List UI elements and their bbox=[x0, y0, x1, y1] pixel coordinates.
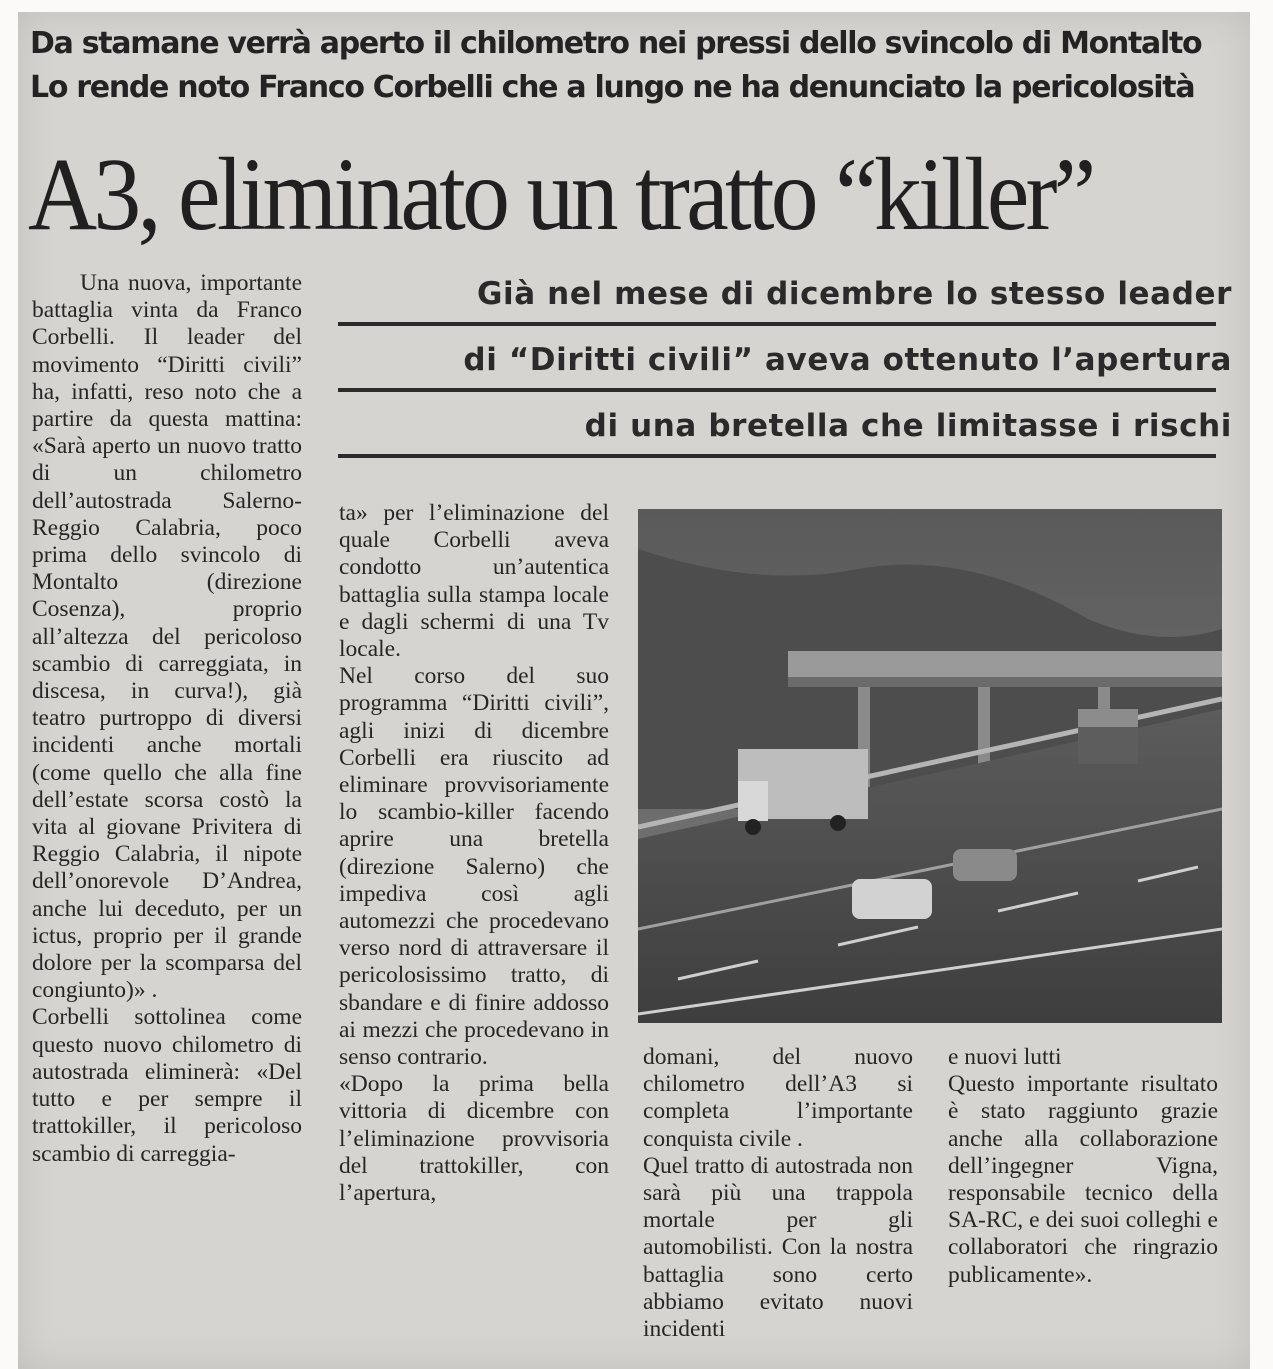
column-2-paragraph-1: ta» per l’eliminazione del quale Corbelli aveva condotto un’autentica battaglia sulla stampa locale e dagli schermi di una Tv locale. bbox=[339, 500, 609, 663]
deck-rule-2 bbox=[338, 388, 1216, 392]
article-column-1 bbox=[32, 270, 302, 1168]
column-3-paragraph-2: Quel tratto di autostrada non sarà più una trappola mortale per gli automobilisti. Con la nostra battaglia sono certo abbiamo evitato nuovi incidenti bbox=[643, 1152, 913, 1343]
headline: A3, eliminato un tratto “killer” bbox=[28, 137, 1093, 252]
highway-photo bbox=[638, 509, 1222, 1023]
column-2-paragraph-3: «Dopo la prima bella vittoria di dicembre con l’eliminazione provvisoria del trattokiller, con l’apertura, bbox=[339, 1071, 609, 1207]
subhead-line-2: Lo rende noto Franco Corbelli che a lungo ne ha denunciato la pericolosità bbox=[30, 70, 1195, 105]
deck-rule-1 bbox=[338, 322, 1216, 326]
column-4-paragraph-2: Questo importante risultato è stato raggiunto grazie anche alla collaborazione dell’ingegner Vigna, responsabile tecnico della SA-RC, e dei suoi colleghi e collaboratori che ringrazio publicamente». bbox=[948, 1071, 1218, 1288]
article-column-4 bbox=[948, 1044, 1218, 1289]
subhead-line-1: Da stamane verrà aperto il chilometro nei pressi dello svincolo di Montalto bbox=[30, 26, 1202, 61]
highway-photo-graphic bbox=[638, 509, 1222, 1023]
column-1-paragraph-1: Una nuova, importante battaglia vinta da Franco Corbelli. Il leader del movimento “Diritti civili” ha, infatti, reso noto che a partire da questa mattina: «Sarà aperto un nuovo tratto di un chilometro dell’autostrada Salerno-Reggio Calabria, poco prima dello svincolo di Montalto (direzione Cosenza), proprio all’altezza del pericoloso scambio di carreggiata, in discesa, in curva!), già teatro purtroppo di diversi incidenti anche mortali (come quello che alla fine dell’estate scorsa costò la vita al giovane Privitera di Reggio Calabria, il nipote dell’onorevole D’Andrea, anche lui deceduto, per un ictus, proprio per il grande dolore per la scomparsa del congiunto)» . bbox=[32, 270, 302, 1004]
newspaper-clipping bbox=[18, 12, 1250, 1369]
deck-rule-3 bbox=[338, 454, 1216, 458]
column-3-paragraph-1: domani, del nuovo chilometro dell’A3 si completa l’importante conquista civile . bbox=[643, 1044, 913, 1152]
deck-line-1: Già nel mese di dicembre lo stesso leader bbox=[477, 276, 1232, 312]
column-2-paragraph-2: Nel corso del suo programma “Diritti civili”, agli inizi di dicembre Corbelli era riuscito ad eliminare provvisoriamente lo scambio-killer facendo aprire una bretella (direzione Salerno) che impediva così agli automezzi che procedevano verso nord di attraversare il pericolosissimo tratto, di sbandare e di finire addosso ai mezzi che procedevano in senso contrario. bbox=[339, 663, 609, 1071]
column-1-paragraph-2: Corbelli sottolinea come questo nuovo chilometro di autostrada eliminerà: «Del tutto e per sempre il trattokiller, il pericoloso scambio di carreggia- bbox=[32, 1004, 302, 1167]
deck-line-2: di “Diritti civili” aveva ottenuto l’apertura bbox=[463, 342, 1232, 378]
column-4-paragraph-1: e nuovi lutti bbox=[948, 1044, 1062, 1070]
deck-line-3: di una bretella che limitasse i rischi bbox=[584, 408, 1232, 444]
article-column-3 bbox=[643, 1044, 913, 1343]
article-column-2 bbox=[339, 500, 609, 1207]
